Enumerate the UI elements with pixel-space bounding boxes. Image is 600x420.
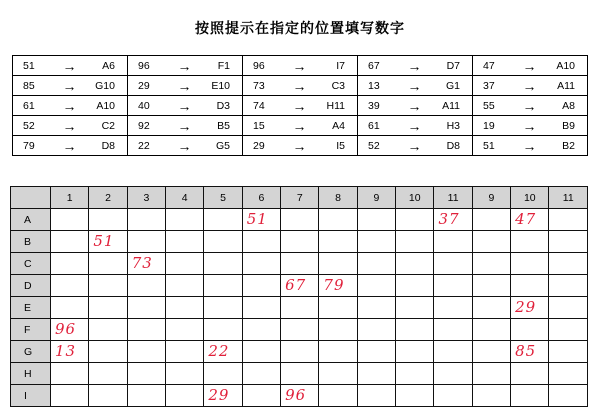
grid-cell[interactable]: [89, 341, 127, 363]
grid-cell[interactable]: [242, 297, 280, 319]
arrow-right-icon: →: [166, 96, 204, 116]
grid-cell[interactable]: [396, 209, 434, 231]
grid-cell[interactable]: [434, 297, 472, 319]
handwritten-number: 73: [131, 254, 153, 272]
grid-row: [11, 209, 588, 231]
grid-cell[interactable]: [511, 231, 549, 253]
arrow-right-icon: →: [51, 116, 89, 136]
row-header: E: [11, 297, 51, 319]
handwritten-number: 22: [208, 342, 230, 360]
arrow-right-icon: →: [51, 76, 89, 96]
grid-cell[interactable]: [89, 385, 127, 407]
grid-cell[interactable]: [51, 363, 89, 385]
grid-cell[interactable]: [166, 231, 204, 253]
grid-cell[interactable]: [396, 319, 434, 341]
handwritten-number: 51: [246, 210, 268, 228]
instruction-number: 52: [13, 116, 51, 136]
grid-cell[interactable]: [434, 385, 472, 407]
instruction-position: G5: [204, 136, 243, 156]
grid-cell[interactable]: [319, 253, 357, 275]
grid-cell[interactable]: [511, 341, 549, 363]
grid-cell[interactable]: [166, 363, 204, 385]
grid-cell[interactable]: [357, 253, 395, 275]
instruction-position: D8: [89, 136, 128, 156]
grid-cell[interactable]: [319, 341, 357, 363]
handwritten-number: 96: [285, 386, 307, 404]
grid-cell[interactable]: [166, 297, 204, 319]
instruction-number: 92: [128, 116, 166, 136]
grid-cell[interactable]: [89, 209, 127, 231]
grid-cell[interactable]: [472, 253, 510, 275]
handwritten-number: 85: [515, 342, 537, 360]
grid-cell[interactable]: [357, 363, 395, 385]
grid-cell[interactable]: [242, 363, 280, 385]
grid-row: [11, 275, 588, 297]
grid-row: [11, 341, 588, 363]
grid-cell[interactable]: [549, 297, 588, 319]
grid-cell[interactable]: [434, 319, 472, 341]
grid-cell[interactable]: [549, 385, 588, 407]
instruction-position: A4: [319, 116, 358, 136]
row-header: D: [11, 275, 51, 297]
grid-cell[interactable]: [51, 231, 89, 253]
grid-cell[interactable]: [396, 275, 434, 297]
grid-cell[interactable]: [166, 385, 204, 407]
instruction-number: 73: [243, 76, 281, 96]
grid-cell[interactable]: [472, 297, 510, 319]
grid-cell[interactable]: [357, 297, 395, 319]
handwritten-number: 96: [55, 320, 77, 338]
grid-cell[interactable]: [51, 253, 89, 275]
grid-cell[interactable]: [127, 363, 165, 385]
grid-cell[interactable]: [472, 319, 510, 341]
grid-cell[interactable]: [357, 319, 395, 341]
grid-cell[interactable]: [127, 385, 165, 407]
column-header: 10: [511, 187, 549, 209]
handwritten-number: 51: [93, 232, 115, 250]
grid-cell[interactable]: [242, 319, 280, 341]
grid-cell[interactable]: [204, 363, 242, 385]
arrow-right-icon: →: [166, 116, 204, 136]
arrow-right-icon: →: [281, 76, 319, 96]
grid-cell[interactable]: [281, 275, 319, 297]
grid-cell[interactable]: [127, 231, 165, 253]
instruction-number: 51: [13, 56, 51, 76]
grid-row: [11, 319, 588, 341]
instruction-number: 29: [243, 136, 281, 156]
instruction-number: 96: [243, 56, 281, 76]
grid-cell[interactable]: [242, 209, 280, 231]
grid-cell[interactable]: [549, 275, 588, 297]
grid-cell[interactable]: [472, 231, 510, 253]
grid-cell[interactable]: [511, 319, 549, 341]
instruction-row: [13, 136, 588, 156]
row-header: C: [11, 253, 51, 275]
instruction-number: 52: [358, 136, 396, 156]
grid-cell[interactable]: [396, 253, 434, 275]
arrow-right-icon: →: [396, 76, 434, 96]
grid-cell[interactable]: [89, 297, 127, 319]
instruction-table: [12, 55, 588, 156]
grid-cell[interactable]: [281, 209, 319, 231]
grid-cell[interactable]: [281, 319, 319, 341]
grid-cell[interactable]: [396, 385, 434, 407]
instruction-number: 74: [243, 96, 281, 116]
grid-cell[interactable]: [511, 297, 549, 319]
column-header: 11: [549, 187, 588, 209]
instruction-position: D8: [434, 136, 473, 156]
arrow-right-icon: →: [166, 136, 204, 156]
grid-cell[interactable]: [281, 231, 319, 253]
arrow-right-icon: →: [511, 56, 549, 76]
instruction-number: 79: [13, 136, 51, 156]
answer-grid: [10, 186, 588, 407]
grid-cell[interactable]: [204, 319, 242, 341]
grid-cell[interactable]: [472, 209, 510, 231]
column-header: 7: [281, 187, 319, 209]
arrow-right-icon: →: [51, 96, 89, 116]
arrow-right-icon: →: [281, 96, 319, 116]
handwritten-number: 47: [515, 210, 537, 228]
grid-cell[interactable]: [434, 231, 472, 253]
grid-cell[interactable]: [511, 275, 549, 297]
instruction-number: 29: [128, 76, 166, 96]
grid-cell[interactable]: [281, 341, 319, 363]
grid-cell[interactable]: [357, 341, 395, 363]
grid-cell[interactable]: [242, 231, 280, 253]
grid-cell[interactable]: [434, 275, 472, 297]
grid-cell[interactable]: [511, 209, 549, 231]
grid-cell[interactable]: [89, 231, 127, 253]
grid-cell[interactable]: [357, 275, 395, 297]
instruction-position: C3: [319, 76, 358, 96]
grid-cell[interactable]: [434, 253, 472, 275]
row-header: I: [11, 385, 51, 407]
grid-cell[interactable]: [472, 341, 510, 363]
grid-cell[interactable]: [319, 319, 357, 341]
instruction-number: 51: [473, 136, 511, 156]
grid-cell[interactable]: [549, 253, 588, 275]
grid-cell[interactable]: [51, 385, 89, 407]
arrow-right-icon: →: [51, 136, 89, 156]
grid-cell[interactable]: [434, 341, 472, 363]
instruction-number: 22: [128, 136, 166, 156]
grid-cell[interactable]: [396, 341, 434, 363]
instruction-number: 96: [128, 56, 166, 76]
instruction-number: 39: [358, 96, 396, 116]
grid-cell[interactable]: [319, 275, 357, 297]
arrow-right-icon: →: [511, 76, 549, 96]
grid-cell[interactable]: [396, 297, 434, 319]
grid-cell[interactable]: [51, 319, 89, 341]
grid-cell[interactable]: [127, 209, 165, 231]
handwritten-number: 29: [208, 386, 230, 404]
grid-cell[interactable]: [242, 253, 280, 275]
grid-cell[interactable]: [472, 275, 510, 297]
instruction-number: 47: [473, 56, 511, 76]
grid-cell[interactable]: [89, 275, 127, 297]
grid-cell[interactable]: [204, 231, 242, 253]
arrow-right-icon: →: [511, 116, 549, 136]
grid-cell[interactable]: [319, 297, 357, 319]
instruction-position: G10: [89, 76, 128, 96]
instruction-number: 61: [13, 96, 51, 116]
grid-cell[interactable]: [549, 231, 588, 253]
grid-cell[interactable]: [319, 385, 357, 407]
instruction-position: H11: [319, 96, 358, 116]
grid-cell[interactable]: [204, 253, 242, 275]
column-header: 2: [89, 187, 127, 209]
grid-cell[interactable]: [166, 253, 204, 275]
column-header: 9: [357, 187, 395, 209]
instruction-position: A11: [434, 96, 473, 116]
grid-cell[interactable]: [127, 319, 165, 341]
grid-cell[interactable]: [319, 209, 357, 231]
handwritten-number: 13: [55, 342, 77, 360]
column-header: 11: [434, 187, 472, 209]
grid-corner: [11, 187, 51, 209]
column-header: 4: [166, 187, 204, 209]
grid-cell[interactable]: [357, 231, 395, 253]
arrow-right-icon: →: [396, 116, 434, 136]
handwritten-number: 37: [438, 210, 460, 228]
instruction-number: 85: [13, 76, 51, 96]
grid-cell[interactable]: [242, 341, 280, 363]
instruction-position: A8: [549, 96, 588, 116]
grid-cell[interactable]: [51, 341, 89, 363]
arrow-right-icon: →: [51, 56, 89, 76]
grid-cell[interactable]: [434, 209, 472, 231]
instruction-number: 40: [128, 96, 166, 116]
grid-cell[interactable]: [549, 341, 588, 363]
grid-cell[interactable]: [51, 297, 89, 319]
grid-cell[interactable]: [166, 341, 204, 363]
instruction-position: B5: [204, 116, 243, 136]
grid-cell[interactable]: [511, 363, 549, 385]
arrow-right-icon: →: [166, 76, 204, 96]
instruction-position: I7: [319, 56, 358, 76]
grid-cell[interactable]: [319, 363, 357, 385]
column-header: 9: [472, 187, 510, 209]
arrow-right-icon: →: [511, 96, 549, 116]
grid-cell[interactable]: [89, 319, 127, 341]
grid-cell[interactable]: [242, 275, 280, 297]
arrow-right-icon: →: [281, 56, 319, 76]
grid-cell[interactable]: [281, 297, 319, 319]
instruction-position: C2: [89, 116, 128, 136]
row-header: F: [11, 319, 51, 341]
grid-cell[interactable]: [204, 297, 242, 319]
instruction-position: H3: [434, 116, 473, 136]
row-header: H: [11, 363, 51, 385]
grid-cell[interactable]: [472, 385, 510, 407]
grid-cell[interactable]: [166, 275, 204, 297]
instruction-position: A10: [549, 56, 588, 76]
instruction-number: 67: [358, 56, 396, 76]
grid-cell[interactable]: [549, 319, 588, 341]
instruction-number: 61: [358, 116, 396, 136]
column-header: 10: [396, 187, 434, 209]
grid-cell[interactable]: [434, 363, 472, 385]
grid-cell[interactable]: [396, 363, 434, 385]
grid-cell[interactable]: [511, 385, 549, 407]
column-header: 6: [242, 187, 280, 209]
grid-cell[interactable]: [281, 253, 319, 275]
column-header: 1: [51, 187, 89, 209]
grid-cell[interactable]: [357, 385, 395, 407]
instruction-position: D7: [434, 56, 473, 76]
handwritten-number: 79: [323, 276, 345, 294]
arrow-right-icon: →: [396, 96, 434, 116]
instruction-number: 55: [473, 96, 511, 116]
grid-cell[interactable]: [51, 209, 89, 231]
grid-cell[interactable]: [166, 209, 204, 231]
grid-cell[interactable]: [204, 341, 242, 363]
grid-cell[interactable]: [472, 363, 510, 385]
grid-cell[interactable]: [89, 253, 127, 275]
instruction-row: [13, 76, 588, 96]
instruction-number: 15: [243, 116, 281, 136]
arrow-right-icon: →: [396, 136, 434, 156]
grid-cell[interactable]: [549, 209, 588, 231]
instruction-position: F1: [204, 56, 243, 76]
instruction-position: A6: [89, 56, 128, 76]
page-title: 按照提示在指定的位置填写数字: [195, 21, 405, 37]
instruction-position: G1: [434, 76, 473, 96]
column-header: 3: [127, 187, 165, 209]
grid-row: [11, 231, 588, 253]
instruction-position: B9: [549, 116, 588, 136]
grid-cell[interactable]: [242, 385, 280, 407]
grid-cell[interactable]: [127, 253, 165, 275]
row-header: G: [11, 341, 51, 363]
instruction-row: [13, 96, 588, 116]
grid-cell[interactable]: [204, 275, 242, 297]
instruction-number: 19: [473, 116, 511, 136]
instruction-number: 13: [358, 76, 396, 96]
arrow-right-icon: →: [281, 136, 319, 156]
column-header: 5: [204, 187, 242, 209]
row-header: B: [11, 231, 51, 253]
instruction-position: I5: [319, 136, 358, 156]
grid-row: [11, 297, 588, 319]
instruction-row: [13, 56, 588, 76]
arrow-right-icon: →: [281, 116, 319, 136]
handwritten-number: 29: [515, 298, 537, 316]
grid-cell[interactable]: [511, 253, 549, 275]
grid-cell[interactable]: [357, 209, 395, 231]
instruction-position: D3: [204, 96, 243, 116]
grid-cell[interactable]: [127, 341, 165, 363]
instruction-position: E10: [204, 76, 243, 96]
grid-cell[interactable]: [396, 231, 434, 253]
grid-row: [11, 363, 588, 385]
grid-cell[interactable]: [319, 231, 357, 253]
instruction-position: A11: [549, 76, 588, 96]
grid-cell[interactable]: [549, 363, 588, 385]
instruction-position: A10: [89, 96, 128, 116]
grid-row: [11, 253, 588, 275]
grid-cell[interactable]: [89, 363, 127, 385]
column-header: 8: [319, 187, 357, 209]
grid-cell[interactable]: [127, 297, 165, 319]
instruction-position: B2: [549, 136, 588, 156]
arrow-right-icon: →: [396, 56, 434, 76]
arrow-right-icon: →: [166, 56, 204, 76]
grid-cell[interactable]: [281, 385, 319, 407]
grid-cell[interactable]: [127, 275, 165, 297]
grid-cell[interactable]: [204, 385, 242, 407]
instruction-row: [13, 116, 588, 136]
instruction-number: 37: [473, 76, 511, 96]
grid-row: [11, 385, 588, 407]
grid-cell[interactable]: [281, 363, 319, 385]
grid-cell[interactable]: [166, 319, 204, 341]
arrow-right-icon: →: [511, 136, 549, 156]
grid-cell[interactable]: [204, 209, 242, 231]
row-header: A: [11, 209, 51, 231]
grid-cell[interactable]: [51, 275, 89, 297]
handwritten-number: 67: [285, 276, 307, 294]
